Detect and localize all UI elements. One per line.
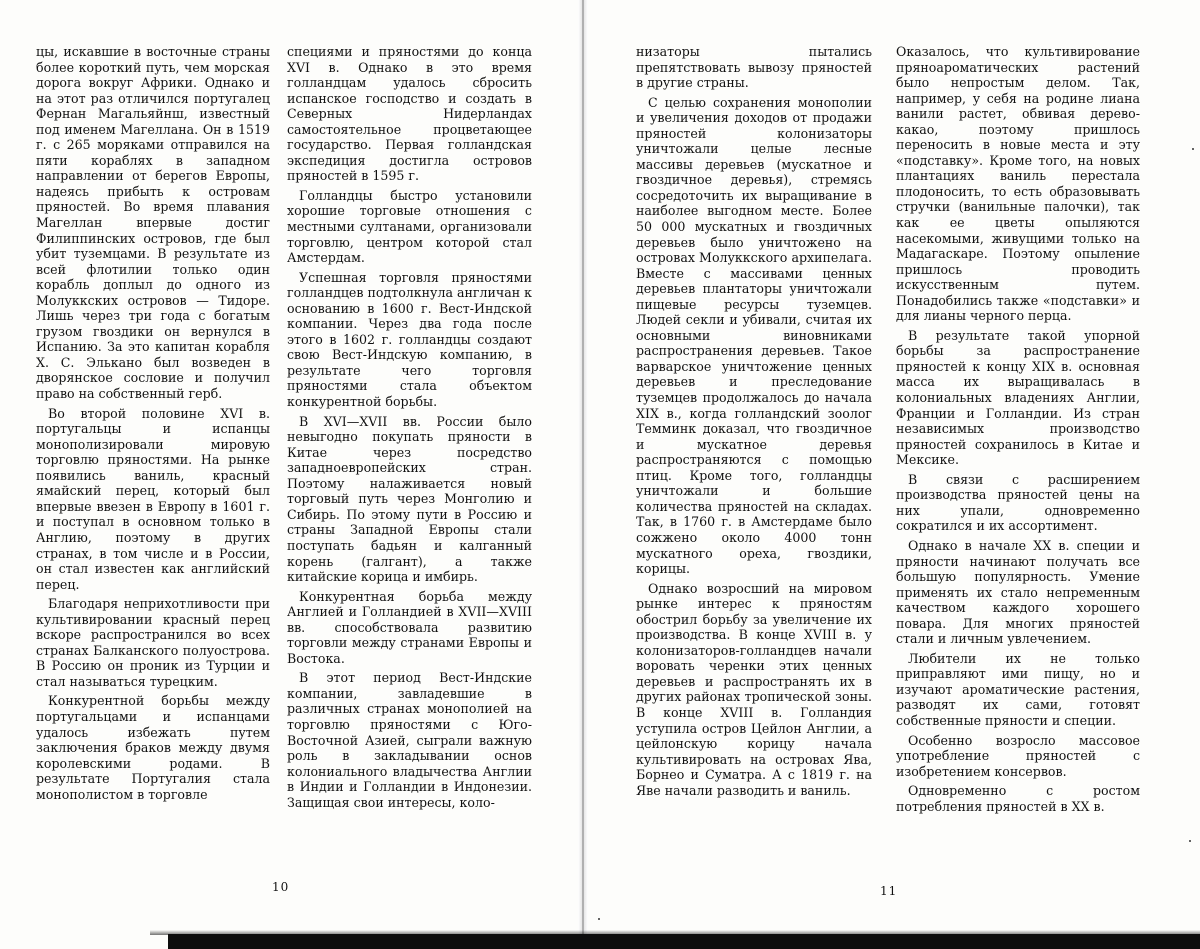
paragraph: Особенно возросло массовое употребление пряностей с изобретением консервов. xyxy=(896,733,1140,780)
right-page-column-1 xyxy=(636,44,872,879)
paragraph: В связи с расширением производства пряностей цены на них упали, одновременно сократился и их ассортимент. xyxy=(896,472,1140,534)
right-page xyxy=(588,0,1200,949)
left-page xyxy=(0,0,578,949)
left-page-column-1 xyxy=(36,44,270,864)
paragraph: низаторы пытались препятствовать вывозу пряностей в другие страны. xyxy=(636,44,872,91)
paragraph: Однако возросший на мировом рынке интерес к пряностям обострил борьбу за увеличение их производства. В конце XVIII в. у колонизаторов-голландцев начали воровать черенки этих ценных деревьев и распространять их в других районах тропической зоны. В конце XVIII в. Голландия уступила остров Цейлон Англии, а цейлонскую корицу начала культивировать на островах Ява, Борнео и Суматра. А с 1819 г. на Яве начали разводить и ваниль. xyxy=(636,581,872,799)
paragraph: Успешная торговля пряностями голландцев подтолкнула англичан к основанию в 1600 г. Вест-Индской компании. Через два года после этого в 1602 г. голландцы создают свою Вест-Индскую компанию, в результате чего торговля пряностями стала объектом конкурентной борьбы. xyxy=(287,270,532,410)
paragraph: Однако в начале XX в. специи и пряности начинают получать все большую популярность. Умение применять их стало непременным качеством каждого хорошего повара. Для многих пряностей стали и личным увлечением. xyxy=(896,538,1140,647)
left-page-column-2 xyxy=(287,44,532,864)
scan-edge-band xyxy=(168,934,1200,949)
paragraph: В результате такой упорной борьбы за распространение пряностей к концу XIX в. основная масса их выращивалась в колониальных владениях Англии, Франции и Голландии. Из стран независимых производство пряностей сохранилось в Китае и Мексике. xyxy=(896,328,1140,468)
paragraph: специями и пряностями до конца XVI в. Однако в это время голландцам удалось сбросить испанское господство и создать в Северных Нидерландах самостоятельное процветающее государство. Первая голландская экспедиция достигла островов пряностей в 1595 г. xyxy=(287,44,532,184)
paragraph: Благодаря неприхотливости при культивировании красный перец вскоре распространился во всех странах Балканского полуострова. В Россию он проник из Турции и стал называться турецким. xyxy=(36,596,270,689)
scan-speck xyxy=(1192,148,1194,150)
scan-speck xyxy=(1189,840,1191,842)
paragraph: Оказалось, что культивирование пряноароматических растений было непростым делом. Так, например, у себя на родине лиана ванили растет, обвивая дерево-какао, поэтому пришлось переносить в новые места и эту «подставку». Кроме того, на новых плантациях ваниль перестала плодоносить, то есть образовывать стручки (ванильные палочки), так как ее цветы опыляются насекомыми, живущими только на Мадагаскаре. Поэтому опыление пришлось проводить искусственным путем. Понадобились также «подставки» и для лианы черного перца. xyxy=(896,44,1140,324)
paragraph: цы, искавшие в восточные страны более короткий путь, чем морская дорога вокруг Африки. Однако и на этот раз отличился португалец Фернан Магальяйнш, известный под именем Магеллана. Он в 1519 г. с 265 моряками отправился на пяти кораблях в западном направлении от берегов Европы, надеясь прибыть к островам пряностей. Во время плавания Магеллан впервые достиг Филиппинских островов, где был убит туземцами. В результате из всей флотилии только один корабль доплыл до одного из Молуккских островов — Тидоре. Лишь через три года с богатым грузом гвоздики он вернулся в Испанию. За это капитан корабля Х. С. Элькано был возведен в дворянское сословие и получил право на собственный герб. xyxy=(36,44,270,402)
paragraph: В XVI—XVII вв. России было невыгодно покупать пряности в Китае через посредство западноевропейских стран. Поэтому налаживается новый торговый путь через Монголию и Сибирь. По этому пути в Россию и страны Западной Европы стали поступать бадьян и калганный корень (галгант), а также китайские корица и имбирь. xyxy=(287,414,532,585)
paragraph: Конкурентной борьбы между португальцами и испанцами удалось избежать путем заключения браков между двумя королевскими родами. В результате Португалия стала монополистом в торговле xyxy=(36,693,270,802)
paragraph: Конкурентная борьба между Англией и Голландией в XVII—XVIII вв. способствовала развитию торговли между странами Европы и Востока. xyxy=(287,589,532,667)
paragraph: В этот период Вест-Индские компании, завладевшие в различных странах монополией на торговлю пряностями с Юго-Восточной Азией, сыграли важную роль в закладывании основ колониального владычества Англии в Индии и Голландии в Индонезии. Защищая свои интересы, коло- xyxy=(287,670,532,810)
page-number: 10 xyxy=(272,880,289,894)
book-spread xyxy=(0,0,1200,949)
page-number: 11 xyxy=(880,884,897,898)
paragraph: Любители их не только приправляют ими пищу, но и изучают ароматические растения, разводят их сами, готовят собственные пряности и специи. xyxy=(896,651,1140,729)
book-gutter xyxy=(578,0,588,949)
scan-speck xyxy=(598,918,600,920)
paragraph: Одновременно с ростом потребления пряностей в XX в. xyxy=(896,783,1140,814)
paragraph: Во второй половине XVI в. португальцы и испанцы монополизировали мировую торговлю пряностями. На рынке появились ваниль, красный ямайский перец, который был впервые ввезен в Европу в 1601 г. и поступал в основном только в Англию, поэтому в других странах, в том числе и в России, он стал известен как английский перец. xyxy=(36,406,270,593)
right-page-column-2 xyxy=(896,44,1140,879)
paragraph: С целью сохранения монополии и увеличения доходов от продажи пряностей колонизаторы уничтожали целые лесные массивы деревьев (мускатное и гвоздичное деревья), стремясь сосредоточить их выращивание в наиболее выгодном месте. Более 50 000 мускатных и гвоздичных деревьев было уничтожено на островах Молуккского архипелага. Вместе с массивами ценных деревьев плантаторы уничтожали пищевые ресурсы туземцев. Людей секли и убивали, считая их основными виновниками распространения деревьев. Такое варварское уничтожение ценных деревьев и преследование туземцев продолжалось до начала XIX в., когда голландский зоолог Темминк доказал, что гвоздичное и мускатное деревья распространяются с помощью птиц. Кроме того, голландцы уничтожали и большие количества пряностей на складах. Так, в 1760 г. в Амстердаме было сожжено около 4000 тонн мускатного ореха, гвоздики, корицы. xyxy=(636,95,872,577)
paragraph: Голландцы быстро установили хорошие торговые отношения с местными султанами, организовали торговлю, центром которой стал Амстердам. xyxy=(287,188,532,266)
